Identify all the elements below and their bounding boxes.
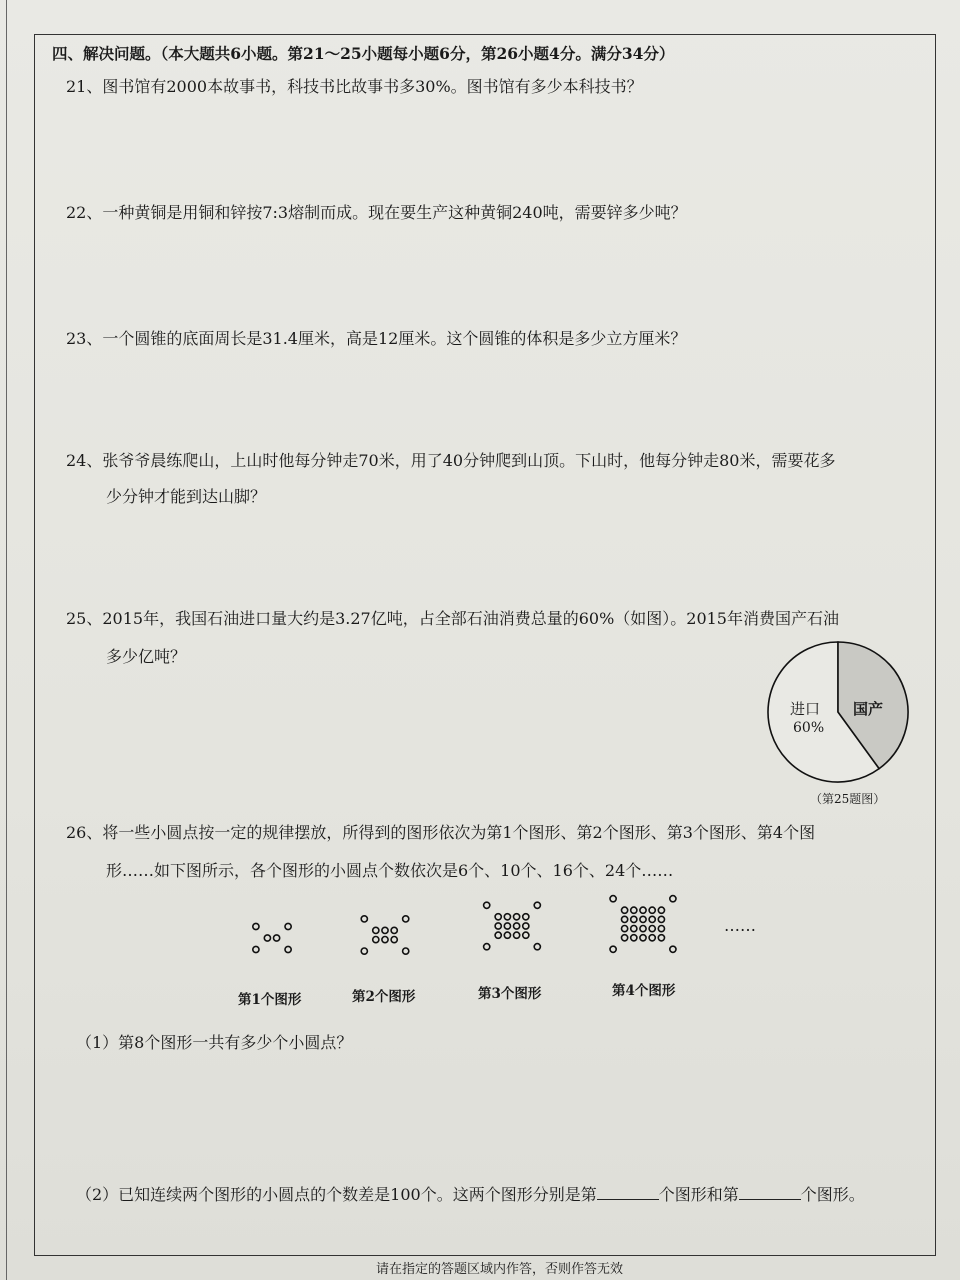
question-25-line-1: 25、2015年，我国石油进口量大约是3.27亿吨，占全部石油消费总量的60%（如图）。2015年消费国产石油 (66, 609, 839, 628)
figure-1-dot (253, 946, 259, 952)
figure-3-dot (495, 914, 501, 920)
figure-3-dot (523, 914, 529, 920)
figure-3-dot (495, 923, 501, 929)
question-23: 23、一个圆锥的底面周长是31.4厘米，高是12厘米。这个圆锥的体积是多少立方厘米？ (66, 329, 687, 348)
answer-blank-2[interactable] (739, 1185, 801, 1200)
footer-note: 请在指定的答题区域内作答，否则作答无效 (376, 1262, 624, 1277)
part-2-text-a: （2）已知连续两个图形的小圆点的个数差是100个。这两个图形分别是第 (76, 1185, 597, 1204)
figure-4-dot (649, 916, 655, 922)
figure-3-dot (534, 902, 540, 908)
question-24-line-2: 少分钟才能到达山脚？ (106, 487, 267, 506)
figure-3-dot (514, 923, 520, 929)
figure-4-dot (649, 907, 655, 913)
figure-3-dot (523, 932, 529, 938)
figure-3-label: 第3个图形 (478, 986, 542, 1002)
figure-2-dot (382, 937, 388, 943)
figure-4-dot (631, 907, 637, 913)
figure-2-dot (361, 916, 367, 922)
figure-3-dot (504, 914, 510, 920)
figure-3-dot (514, 914, 520, 920)
answer-blank-1[interactable] (597, 1185, 659, 1200)
figure-4-dot (640, 907, 646, 913)
figure-4-dot (640, 935, 646, 941)
figure-3-dot (484, 944, 490, 950)
figure-1-dot (285, 923, 291, 929)
figure-ellipsis: …… (724, 916, 756, 935)
figure-2-dot (373, 927, 379, 933)
figure-4-dot (631, 916, 637, 922)
question-26-part-1: （1）第8个图形一共有多少个小圆点？ (76, 1033, 353, 1052)
question-21: 21、图书馆有2000本故事书，科技书比故事书多30%。图书馆有多少本科技书？ (66, 77, 643, 96)
figure-2-dot (391, 937, 397, 943)
figure-4-dot (631, 926, 637, 932)
figure-3-dot (523, 923, 529, 929)
question-26-line-1: 26、将一些小圆点按一定的规律摆放，所得到的图形依次为第1个图形、第2个图形、第3个图形、第4个图 (66, 823, 816, 842)
figure-3-dot (504, 923, 510, 929)
figure-2-dot (403, 948, 409, 954)
figure-3-dot (495, 932, 501, 938)
figure-1-dot (285, 946, 291, 952)
figure-4-dot (631, 935, 637, 941)
figure-4-dot (658, 907, 664, 913)
part-2-text-c: 个图形。 (800, 1185, 865, 1204)
question-25-line-2: 多少亿吨？ (106, 647, 187, 666)
figure-2-dot (382, 927, 388, 933)
figure-4-dot (622, 926, 628, 932)
figure-4-dot (670, 946, 676, 952)
figure-3-dot (504, 932, 510, 938)
figure-4-dot (658, 916, 664, 922)
pie-label-import: 进口 (790, 700, 821, 718)
figure-2-label: 第2个图形 (352, 989, 416, 1005)
figure-1-dot (264, 935, 270, 941)
figure-4-dot (649, 926, 655, 932)
figure-4-dot (658, 935, 664, 941)
figure-1-dot (274, 935, 280, 941)
figure-4-label: 第4个图形 (612, 983, 676, 999)
figure-3-dot (484, 902, 490, 908)
part-2-text-b: 个图形和第 (658, 1185, 739, 1204)
question-26-part-2 (76, 1182, 865, 1205)
figure-4-dot (640, 926, 646, 932)
figure-2-dot (403, 916, 409, 922)
question-24-line-1: 24、张爷爷晨练爬山，上山时他每分钟走70米，用了40分钟爬到山顶。下山时，他每分钟走80米，需要花多 (66, 451, 836, 470)
figure-4-dot (649, 935, 655, 941)
figure-4-dot (622, 907, 628, 913)
section-header: 四、解决问题。（本大题共6小题。第21～25小题每小题6分，第26小题4分。满分34分） (52, 44, 675, 63)
figure-1-label: 第1个图形 (238, 992, 302, 1008)
figure-4-dot (622, 916, 628, 922)
pie-label-domestic: 国产 (853, 700, 884, 718)
figure-2-dot (361, 948, 367, 954)
figure-2-dot (373, 937, 379, 943)
figure-4-dot (610, 946, 616, 952)
figure-4-dot (658, 926, 664, 932)
figure-3-dot (534, 944, 540, 950)
pie-value-import: 60% (793, 720, 825, 736)
chart-caption: （第25题图） (810, 792, 886, 806)
figure-1-dot (253, 923, 259, 929)
figure-4-dot (670, 896, 676, 902)
figure-4-dot (622, 935, 628, 941)
question-26-line-2: 形……如下图所示，各个图形的小圆点个数依次是6个、10个、16个、24个…… (106, 861, 674, 880)
figure-4-dot (610, 896, 616, 902)
figure-3-dot (514, 932, 520, 938)
question-22: 22、一种黄铜是用铜和锌按7:3熔制而成。现在要生产这种黄铜240吨，需要锌多少吨？ (66, 203, 687, 222)
figure-2-dot (391, 927, 397, 933)
figure-4-dot (640, 916, 646, 922)
